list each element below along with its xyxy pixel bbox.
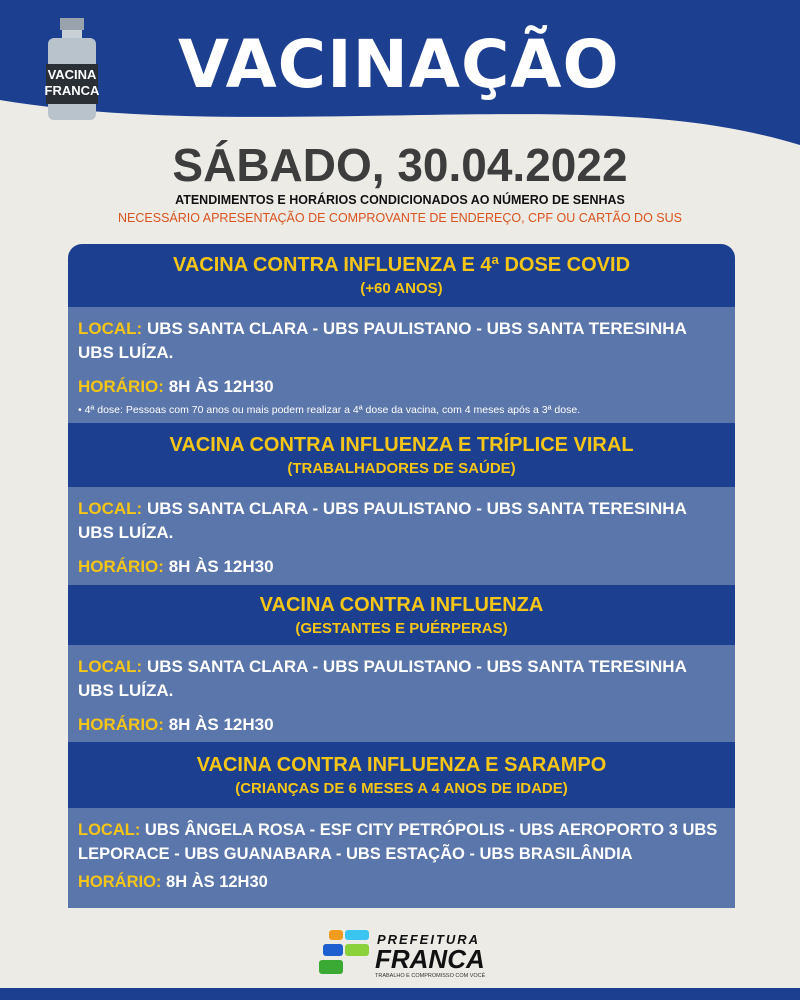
- section-influenza-sarampo: [68, 742, 735, 908]
- horario-label: HORÁRIO:: [78, 557, 164, 576]
- section-header: [68, 423, 735, 487]
- section-influenza-covid: [68, 244, 735, 423]
- horario-label: HORÁRIO:: [78, 715, 164, 734]
- schedule-line: [78, 555, 725, 579]
- section-body: [68, 307, 735, 423]
- local-label: LOCAL:: [78, 319, 143, 338]
- location-line: [78, 655, 725, 703]
- section-subtitle: (CRIANÇAS DE 6 MESES A 4 ANOS DE IDADE): [235, 779, 568, 797]
- section-subtitle: (GESTANTES E PUÉRPERAS): [295, 619, 508, 637]
- location-line: [78, 497, 725, 545]
- fourth-dose-note: • 4ª dose: Pessoas com 70 anos ou mais podem realizar a 4ª dose da vacina, com 4 meses após a 3ª dose.: [78, 404, 581, 416]
- svg-text:PREFEITURA: PREFEITURA: [377, 932, 481, 947]
- local-label: LOCAL:: [78, 499, 143, 518]
- local-label: LOCAL:: [78, 657, 143, 676]
- location-line: [78, 818, 725, 866]
- local-label: LOCAL:: [78, 821, 141, 839]
- svg-text:FRANCA: FRANCA: [44, 83, 100, 98]
- local-value: UBS SANTA CLARA - UBS PAULISTANO - UBS SANTA TERESINHA UBS LUÍZA.: [78, 499, 687, 542]
- section-header: [68, 244, 735, 307]
- notice-passwords: ATENDIMENTOS E HORÁRIOS CONDICIONADOS AO NÚMERO DE SENHAS: [175, 193, 625, 207]
- section-title: VACINA CONTRA INFLUENZA E 4ª DOSE COVID: [172, 254, 631, 276]
- local-value: UBS SANTA CLARA - UBS PAULISTANO - UBS SANTA TERESINHA UBS LUÍZA.: [78, 319, 687, 362]
- schedule-line: [78, 375, 725, 399]
- section-subtitle: (+60 ANOS): [360, 280, 443, 297]
- section-header: [68, 585, 735, 645]
- horario-label: HORÁRIO:: [78, 377, 164, 396]
- section-body: [68, 645, 735, 742]
- svg-text:TRABALHO E COMPROMISSO COM VOC: TRABALHO E COMPROMISSO COM VOCÊ: [375, 973, 486, 979]
- notice-documents: NECESSÁRIO APRESENTAÇÃO DE COMPROVANTE DE ENDEREÇO, CPF OU CARTÃO DO SUS: [118, 211, 682, 225]
- section-title: VACINA CONTRA INFLUENZA E TRÍPLICE VIRAL: [169, 433, 634, 456]
- section-header: [68, 742, 735, 808]
- horario-value: 8H ÀS 12H30: [168, 377, 274, 396]
- horario-value: 8H ÀS 12H30: [168, 557, 274, 576]
- local-value: UBS SANTA CLARA - UBS PAULISTANO - UBS SANTA TERESINHA UBS LUÍZA.: [78, 657, 687, 700]
- section-body: [68, 808, 735, 908]
- event-date: SÁBADO, 30.04.2022: [172, 139, 628, 191]
- section-title: VACINA CONTRA INFLUENZA: [259, 593, 544, 616]
- section-body: [68, 487, 735, 585]
- svg-text:VACINA: VACINA: [47, 67, 97, 82]
- prefeitura-franca-logo: [315, 928, 515, 980]
- section-influenza-gestantes: [68, 585, 735, 742]
- page-title: VACINAÇÃO: [178, 26, 620, 103]
- section-title: VACINA CONTRA INFLUENZA E SARAMPO: [196, 753, 607, 776]
- local-value: UBS ÂNGELA ROSA - ESF CITY PETRÓPOLIS - UBS AEROPORTO 3 UBS LEPORACE - UBS GUANABARA - UBS ESTAÇÃO - UBS BRASILÂNDIA: [78, 821, 718, 863]
- vaccine-vial-logo: [42, 16, 102, 122]
- vaccination-schedule-panel: [68, 244, 735, 908]
- section-subtitle: (TRABALHADORES DE SAÚDE): [287, 459, 516, 477]
- schedule-line: [78, 713, 725, 737]
- horario-value: 8H ÀS 12H30: [166, 873, 268, 891]
- schedule-line: [78, 870, 725, 894]
- footer-stripe: [0, 988, 800, 1000]
- horario-value: 8H ÀS 12H30: [168, 715, 274, 734]
- horario-label: HORÁRIO:: [78, 873, 162, 891]
- section-influenza-triplice: [68, 423, 735, 585]
- location-line: [78, 317, 725, 365]
- svg-text:FRANCA: FRANCA: [375, 944, 485, 974]
